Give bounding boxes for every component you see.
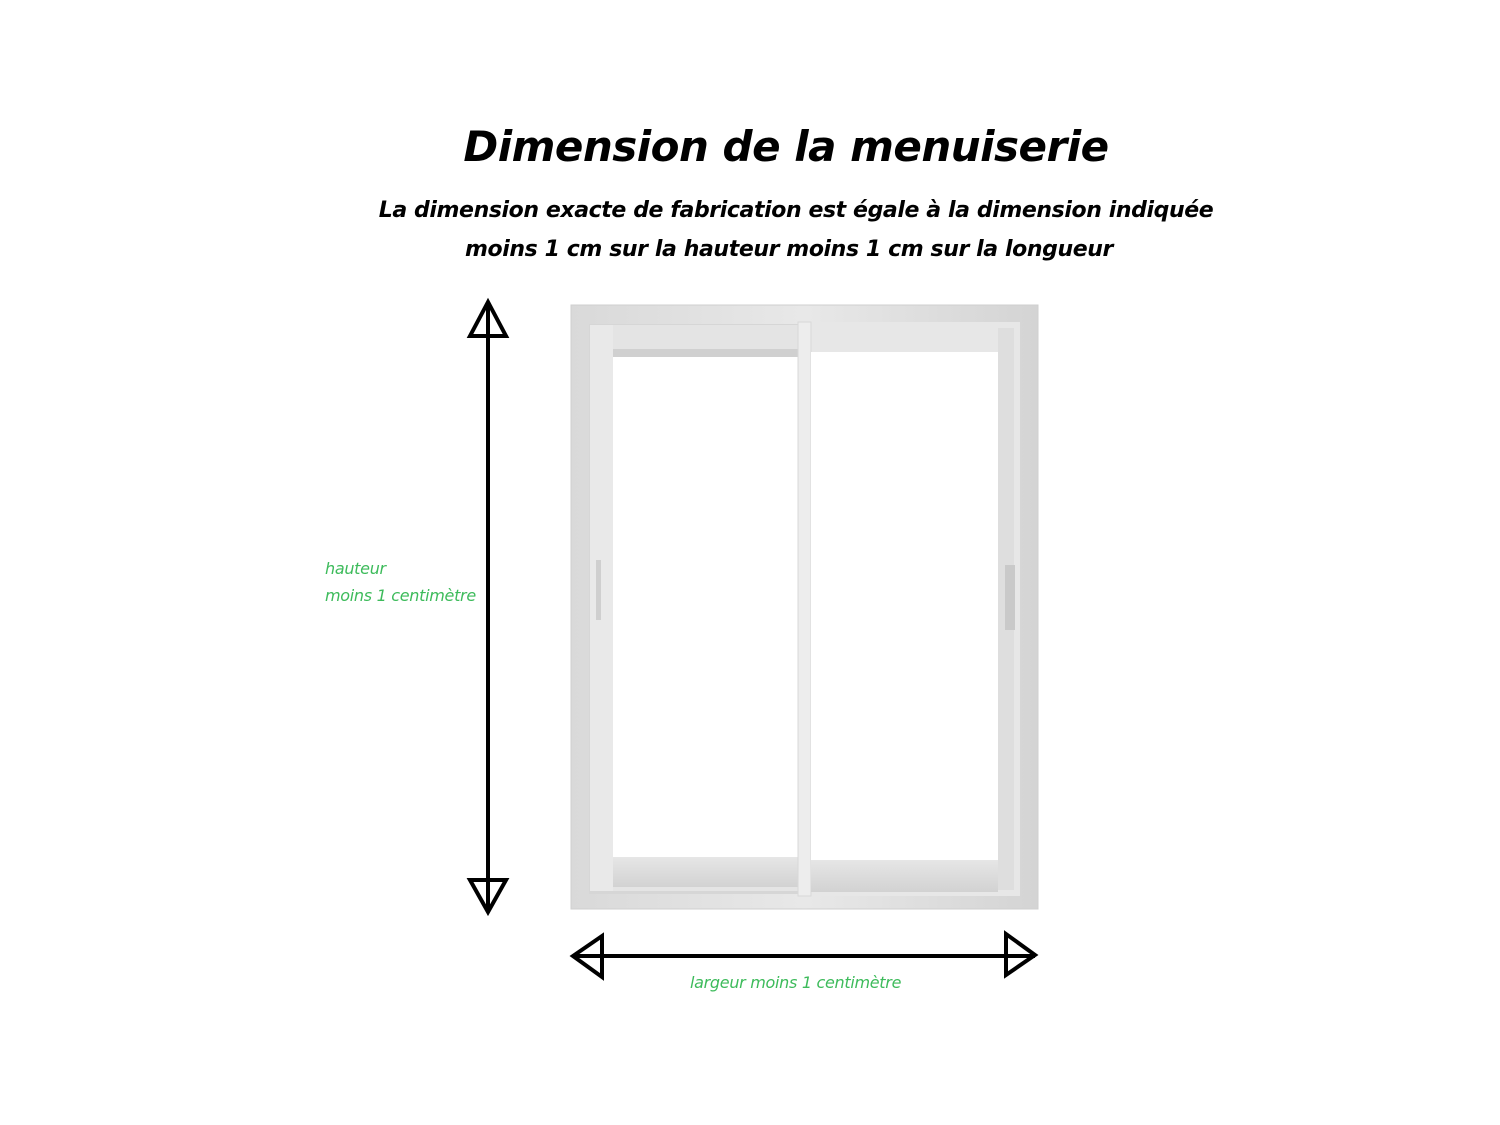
subtitle-line-1: La dimension exacte de fabrication est égale à la dimension indiquée (378, 198, 1214, 223)
page-title: Dimension de la menuiserie (463, 122, 1109, 171)
right-sash (798, 322, 1020, 896)
width-label: largeur moins 1 centimètre (690, 973, 902, 992)
height-label-line-2: moins 1 centimètre (325, 586, 476, 605)
right-handle-icon (1005, 565, 1015, 630)
height-label-line-1: hauteur (325, 559, 386, 578)
height-label (325, 555, 476, 609)
left-sash (590, 325, 798, 891)
subtitle-line-2: moins 1 cm sur la hauteur moins 1 cm sur la longueur (465, 237, 1113, 262)
width-arrow-icon (573, 934, 1035, 977)
left-handle-icon (596, 560, 601, 620)
